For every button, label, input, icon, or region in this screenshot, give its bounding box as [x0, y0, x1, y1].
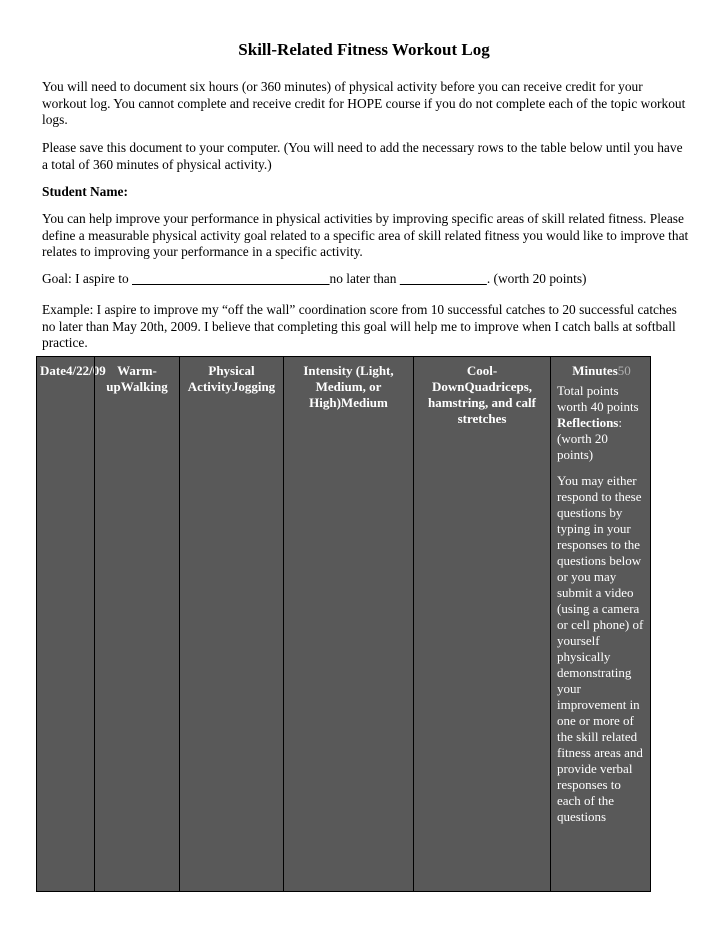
date-column: [37, 357, 106, 891]
reflections-label: Reflections: [557, 415, 619, 430]
intensity-value[interactable]: Medium: [340, 395, 388, 410]
goal-prefix: Goal: I aspire to: [42, 271, 132, 286]
activity-header: Physical Activity: [187, 363, 255, 394]
activity-value[interactable]: Jogging: [231, 379, 276, 394]
warmup-value[interactable]: Walking: [120, 379, 168, 394]
workout-log-table: [36, 356, 651, 892]
activity-column: [179, 357, 283, 891]
reflections-worth: : (worth 20 points): [557, 415, 622, 462]
warmup-column: [94, 357, 179, 891]
goal-middle: no later than: [329, 271, 400, 286]
goal-date-blank-field[interactable]: [400, 271, 487, 286]
date-value[interactable]: 4/22/09: [66, 363, 106, 378]
total-points-note: Total points worth 40 points: [557, 383, 639, 414]
minutes-header: Minutes: [572, 363, 618, 378]
cooldown-column: [413, 357, 550, 891]
minutes-header-row: [557, 363, 646, 379]
student-name-label: Student Name:: [42, 184, 128, 199]
intro-paragraph: You will need to document six hours (or 360 minutes) of physical activity before you can receive credit for your workout log. You cannot complete and receive credit for HOPE course if you do not complete each of the topic workout logs.: [42, 79, 686, 127]
date-header: Date: [40, 363, 66, 378]
reflections-instructions: You may either respond to these questions by typing in your responses to the questions below or you may submit a video (using a camera or cell phone) of yourself physically demonstrating your improvement in one or more of the skill related fitness areas and provide verbal responses to each of the questions: [557, 473, 644, 824]
reflections-line: [557, 415, 646, 463]
goal-instructions-paragraph: You can help improve your performance in physical activities by improving specific areas of skill related fitness. Please define a measurable physical activity goal related to a specific area of skill related fitness you would like to improve that relates to improving your performance in a specific activity.: [42, 211, 689, 259]
minutes-value[interactable]: 50: [617, 363, 631, 378]
intensity-column: [283, 357, 413, 891]
minutes-column: [550, 357, 650, 891]
intensity-header: Intensity (Light, Medium, or High): [303, 363, 394, 410]
cooldown-header: Cool-Down: [431, 363, 498, 394]
goal-line: [42, 271, 690, 288]
warmup-header: Warm-up: [106, 363, 157, 394]
page-title: Skill-Related Fitness Workout Log: [238, 40, 490, 59]
example-paragraph: Example: I aspire to improve my “off the wall” coordination score from 10 successful catches to 20 successful catches no later than May 20th, 2009. I believe that completing this goal will help me to improve when I catch balls at softball practice.: [42, 302, 677, 350]
save-note-paragraph: Please save this document to your computer. (You will need to add the necessary rows to the table below until you have a total of 360 minutes of physical activity.): [42, 140, 683, 172]
goal-suffix: . (worth 20 points): [486, 271, 587, 286]
goal-blank-field[interactable]: [132, 271, 330, 286]
cooldown-value[interactable]: Quadriceps, hamstring, and calf stretches: [428, 379, 536, 426]
